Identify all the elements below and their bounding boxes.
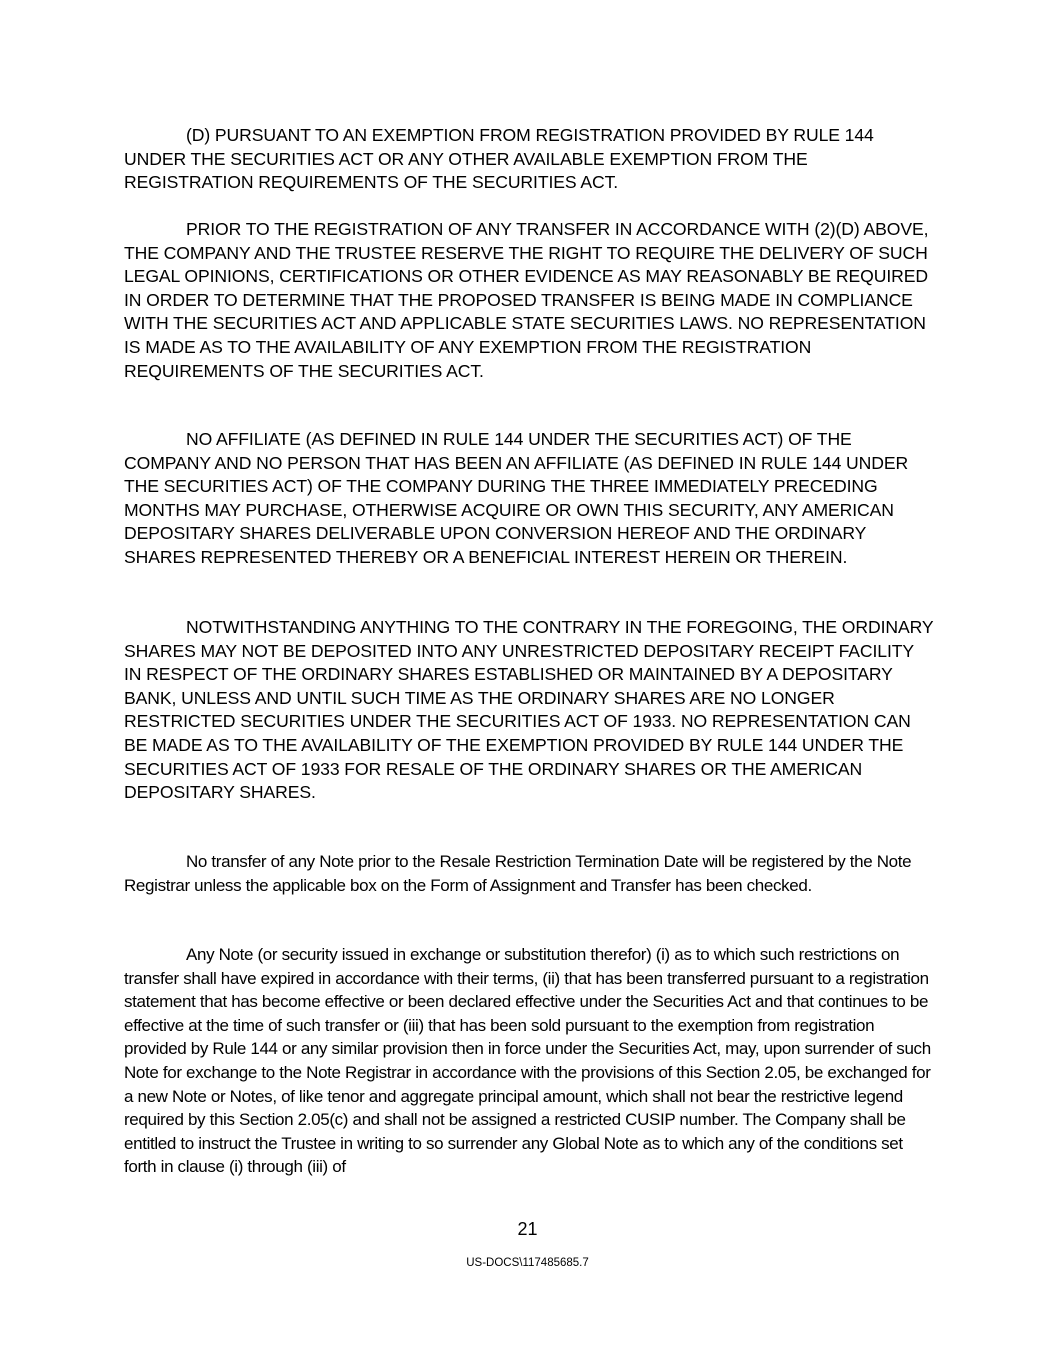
legend-paragraph-prior-registration: PRIOR TO THE REGISTRATION OF ANY TRANSFER IN ACCORDANCE WITH (2)(D) ABOVE, THE COMPANY AND THE TRUSTEE RESERVE THE RIGHT TO REQUIRE THE DELIVERY OF SUCH LEGAL OPINIONS, CERTIFICATIONS OR OTHER EVIDENCE AS MAY REASONABLY BE REQUIRED IN ORDER TO DETERMINE THAT THE PROPOSED TRANSFER IS BEING MADE IN COMPLIANCE WITH THE SECURITIES ACT AND APPLICABLE STATE SECURITIES LAWS. NO REPRESENTATION IS MADE AS TO THE AVAILABILITY OF ANY EXEMPTION FROM THE REGISTRATION REQUIREMENTS OF THE SECURITIES ACT.	[124, 219, 929, 381]
paragraph-any-note: Any Note (or security issued in exchange or substitution therefor) (i) as to which such restrictions on transfer shall have expired in accordance with their terms, (ii) that has been transferred pursuant to a registration statement that has become effective or been declared effective under the Securities Act and that continues to be effective at the time of such transfer or (iii) that has been sold pursuant to the exemption from registration provided by Rule 144 or any similar provision then in force under the Securities Act, may, upon surrender of such Note for exchange to the Note Registrar in accordance with the provisions of this Section 2.05, be exchanged for a new Note or Notes, of like tenor and aggregate principal amount, which shall not bear the restrictive legend required by this Section 2.05(c) and shall not be assigned a restricted CUSIP number. The Company shall be entitled to instruct the Trustee in writing to so surrender any Global Note as to which any of the conditions set forth in clause (i) through (iii) of	[124, 945, 931, 1177]
page-number: 21	[517, 1219, 538, 1239]
legend-paragraph-depositary: NOTWITHSTANDING ANYTHING TO THE CONTRARY IN THE FOREGOING, THE ORDINARY SHARES MAY NOT BE DEPOSITED INTO ANY UNRESTRICTED DEPOSITARY RECEIPT FACILITY IN RESPECT OF THE ORDINARY SHARES ESTABLISHED OR MAINTAINED BY A DEPOSITARY BANK, UNLESS AND UNTIL SUCH TIME AS THE ORDINARY SHARES ARE NO LONGER RESTRICTED SECURITIES UNDER THE SECURITIES ACT OF 1933. NO REPRESENTATION CAN BE MADE AS TO THE AVAILABILITY OF THE EXEMPTION PROVIDED BY RULE 144 UNDER THE SECURITIES ACT OF 1933 FOR RESALE OF THE ORDINARY SHARES OR THE AMERICAN DEPOSITARY SHARES.	[124, 617, 934, 803]
legend-paragraph-affiliate: NO AFFILIATE (AS DEFINED IN RULE 144 UNDER THE SECURITIES ACT) OF THE COMPANY AND NO PERSON THAT HAS BEEN AN AFFILIATE (AS DEFINED IN RULE 144 UNDER THE SECURITIES ACT) OF THE COMPANY DURING THE THREE IMMEDIATELY PRECEDING MONTHS MAY PURCHASE, OTHERWISE ACQUIRE OR OWN THIS SECURITY, ANY AMERICAN DEPOSITARY SHARES DELIVERABLE UPON CONVERSION HEREOF AND THE ORDINARY SHARES REPRESENTED THEREBY OR A BENEFICIAL INTEREST HEREIN OR THEREIN.	[124, 429, 909, 567]
legend-paragraph-exemption: (D) PURSUANT TO AN EXEMPTION FROM REGISTRATION PROVIDED BY RULE 144 UNDER THE SECURITIES ACT OR ANY OTHER AVAILABLE EXEMPTION FROM THE REGISTRATION REQUIREMENTS OF THE SECURITIES ACT.	[124, 125, 874, 193]
paragraph-no-transfer: No transfer of any Note prior to the Resale Restriction Termination Date will be registered by the Note Registrar unless the applicable box on the Form of Assignment and Transfer has been checked.	[124, 852, 912, 895]
document-id: US-DOCS\117485685.7	[466, 1257, 589, 1269]
